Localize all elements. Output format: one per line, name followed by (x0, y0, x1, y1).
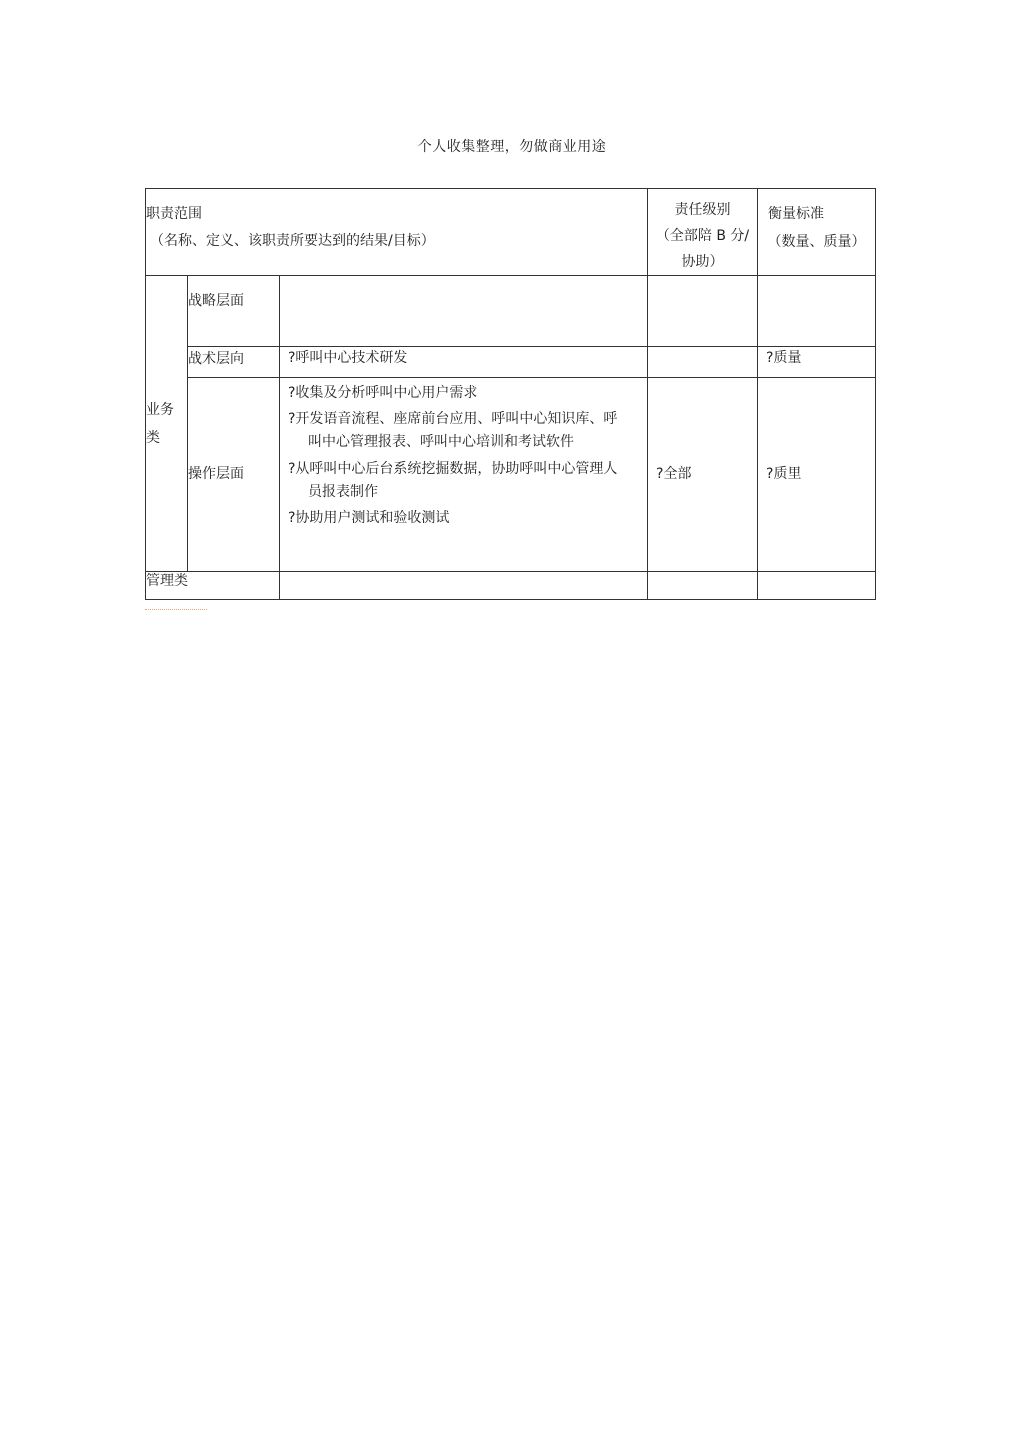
operate-measure: ?质里 (758, 378, 876, 572)
header-level-line1: 责任级别 (674, 202, 731, 218)
table-header-row (146, 189, 876, 276)
tactic-label: 战术层向 (188, 347, 280, 378)
header-scope-title: 职责范围 (146, 206, 202, 222)
category-business-line1: 业务 (146, 401, 174, 418)
header-measure-line1: 衡量标准 (768, 206, 825, 222)
management-content (280, 572, 648, 600)
operate-item-text: ?开发语音流程、座席前台应用、呼叫中心知识库、呼 (288, 411, 618, 428)
header-measure-cell (758, 189, 876, 276)
category-business-cell (146, 276, 188, 572)
operate-item (288, 509, 647, 527)
operate-content (280, 378, 648, 572)
category-business-line2: 类 (146, 429, 160, 446)
strategy-label: 战略层面 (188, 276, 280, 347)
duty-table (145, 188, 876, 600)
tactic-measure: ?质量 (758, 347, 876, 378)
operate-label: 操作层面 (188, 378, 280, 572)
operate-item (288, 384, 647, 402)
operate-item-continuation: 叫中心管理报表、呼叫中心培训和考试软件 (308, 434, 574, 451)
operate-item (288, 460, 647, 501)
dotted-separator (145, 609, 207, 610)
strategy-content (280, 276, 648, 347)
strategy-measure (758, 276, 876, 347)
management-measure (758, 572, 876, 600)
header-scope-cell (146, 189, 648, 276)
category-management: 管理类 (146, 572, 280, 600)
table-row-strategy (146, 276, 876, 347)
table-row-tactic (146, 347, 876, 378)
table-row-management (146, 572, 876, 600)
table-row-operate (146, 378, 876, 572)
header-scope-desc: （名称、定义、该职责所要达到的结果/目标） (150, 233, 435, 250)
operate-item (288, 410, 647, 451)
strategy-level (648, 276, 758, 347)
header-level-cell (648, 189, 758, 276)
operate-item-continuation: 员报表制作 (308, 483, 378, 500)
management-level (648, 572, 758, 600)
header-level-line2: （全部陪 B 分/ (655, 228, 750, 244)
tactic-level (648, 347, 758, 378)
page-header-note: 个人收集整理，勿做商业用途 (417, 139, 607, 155)
operate-level: ?全部 (648, 378, 758, 572)
operate-item-text: ?从呼叫中心后台系统挖掘数据，协助呼叫中心管理人 (288, 460, 618, 477)
operate-item-text: ?协助用户测试和验收测试 (288, 509, 450, 526)
operate-item-text: ?收集及分析呼叫中心用户需求 (288, 385, 478, 401)
tactic-content: ?呼叫中心技术研发 (280, 347, 648, 378)
header-measure-line2: （数量、质量） (767, 234, 866, 251)
header-level-line3: 协助） (681, 254, 724, 270)
